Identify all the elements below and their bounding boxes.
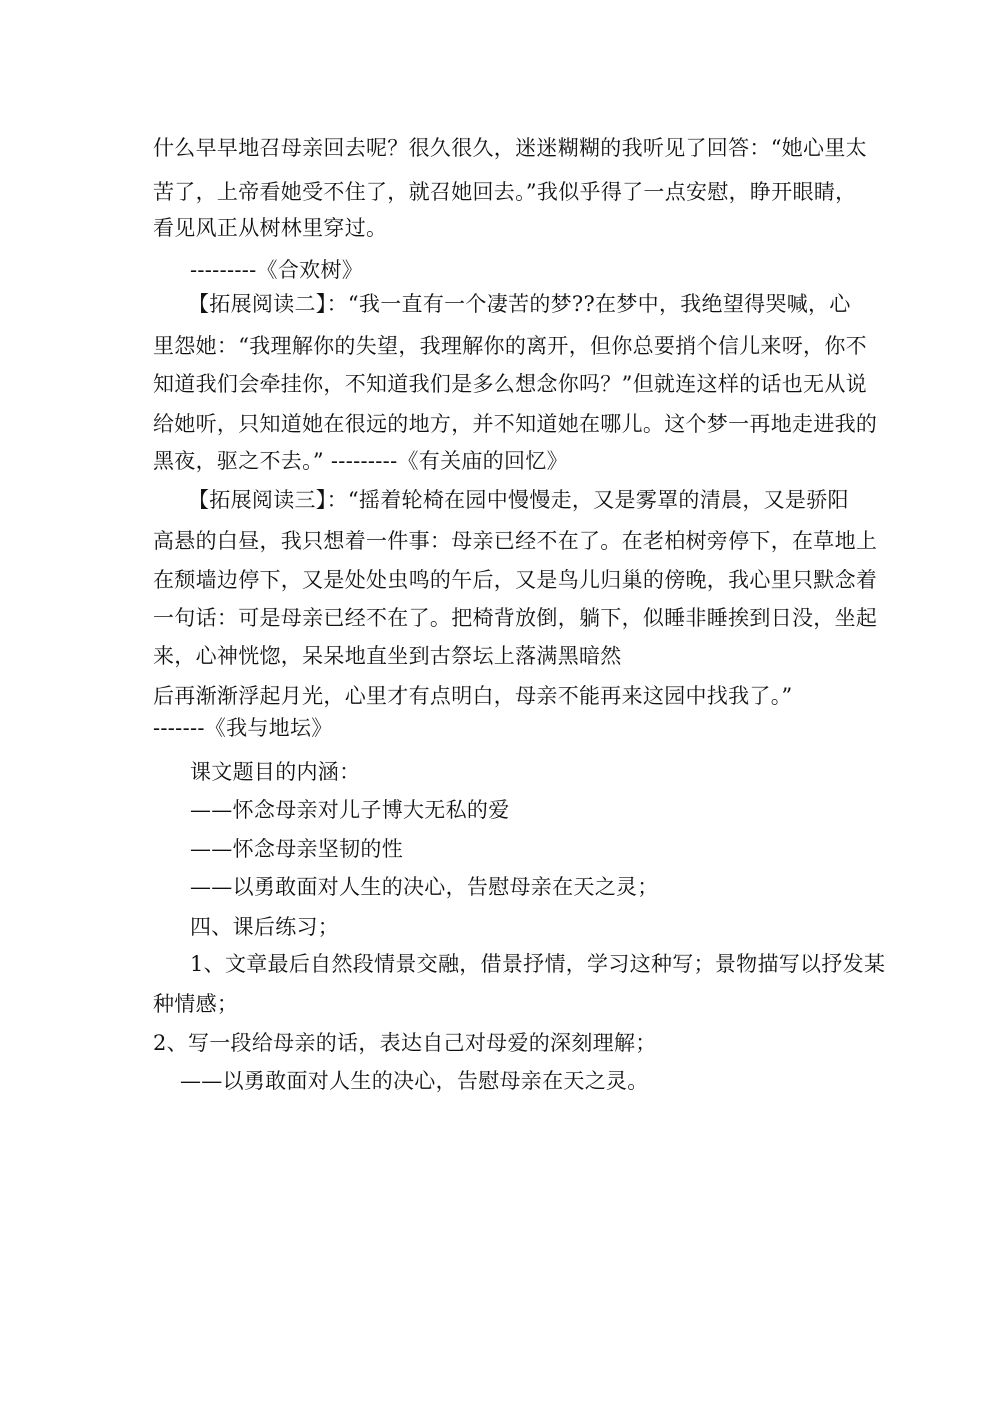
paragraph-line: 后再渐渐浮起月光，心里才有点明白，母亲不能再来这园中找我了。” [153, 684, 793, 708]
paragraph-line: 黑夜，驱之不去。” ---------《有关庙的回忆》 [153, 449, 568, 473]
paragraph-line: 什么早早地召母亲回去呢？很久很久，迷迷糊糊的我听见了回答：“她心里太 [153, 136, 867, 160]
list-item: ——怀念母亲对儿子博大无私的爱 [190, 798, 510, 822]
paragraph-line: 给她听，只知道她在很远的地方，并不知道她在哪儿。这个梦一再地走进我的 [153, 412, 878, 436]
paragraph-line: 在颓墙边停下，又是处处虫鸣的午后，又是鸟儿归巢的傍晚，我心里只默念着 [153, 568, 878, 592]
paragraph-line: 来，心神恍惚，呆呆地直坐到古祭坛上落满黑暗然 [153, 644, 622, 668]
exercise-item: 2、写一段给母亲的话，表达自己对母爱的深刻理解； [153, 1031, 657, 1055]
paragraph-line: 里怨她：“我理解你的失望，我理解你的离开，但你总要捎个信儿来呀，你不 [153, 334, 867, 358]
source-citation: ---------《合欢树》 [190, 258, 364, 282]
paragraph-line: 知道我们会牵挂你，不知道我们是多么想念你吗？”但就连这样的话也无从说 [153, 372, 867, 396]
list-item: ——怀念母亲坚韧的性 [190, 837, 403, 861]
section-heading: 课文题目的内涵： [190, 760, 361, 784]
exercise-item: 种情感； [153, 992, 239, 1016]
list-item: ——以勇敢面对人生的决心，告慰母亲在天之灵。 [180, 1069, 649, 1093]
paragraph-line: 【拓展阅读二】：“我一直有一个凄苦的梦??在梦中，我绝望得哭喊，心 [188, 292, 851, 316]
section-heading: 四、课后练习； [190, 915, 340, 939]
paragraph-line: 苦了，上帝看她受不住了，就召她回去。”我似乎得了一点安慰，睁开眼睛， [153, 180, 857, 204]
list-item: ——以勇敢面对人生的决心，告慰母亲在天之灵； [190, 875, 659, 899]
exercise-item: 1、文章最后自然段情景交融，借景抒情，学习这种写；景物描写以抒发某 [190, 952, 886, 976]
paragraph-line: 看见风正从树林里穿过。 [153, 216, 388, 240]
source-citation: -------《我与地坛》 [153, 716, 333, 740]
paragraph-line: 一句话：可是母亲已经不在了。把椅背放倒，躺下，似睡非睡挨到日没，坐起 [153, 606, 878, 630]
paragraph-line: 高悬的白昼，我只想着一件事：母亲已经不在了。在老柏树旁停下，在草地上 [153, 529, 878, 553]
paragraph-line: 【拓展阅读三】：“摇着轮椅在园中慢慢走，又是雾罩的清晨，又是骄阳 [188, 488, 849, 512]
